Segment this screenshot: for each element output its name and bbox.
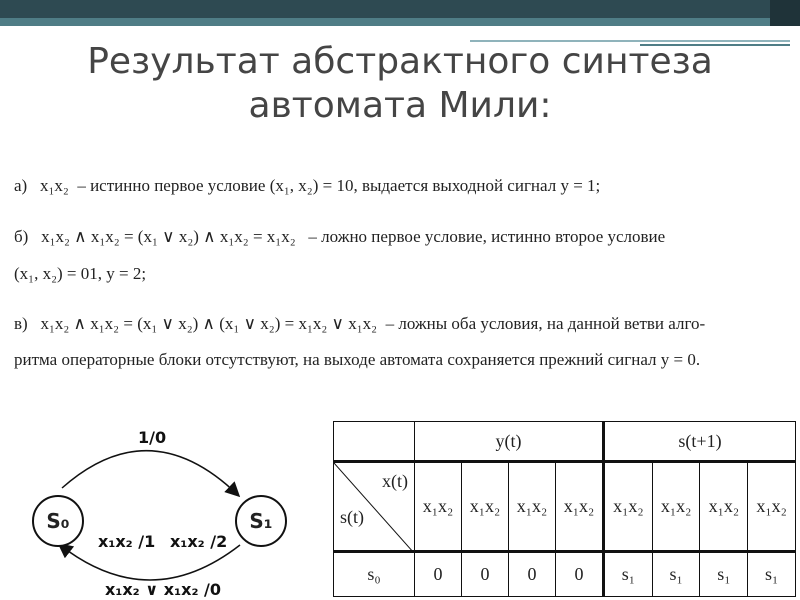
condition-b-label: б) [14, 227, 29, 246]
col-header: x₁x₂ [415, 462, 462, 552]
state-s0: S₀ [32, 495, 84, 547]
mealy-state-diagram [20, 420, 310, 600]
table-cell: 0 [556, 552, 604, 597]
table-cell: s₁ [700, 552, 748, 597]
table-row [334, 552, 796, 597]
table-cell: s₁ [748, 552, 796, 597]
transition-bottom-label: x₁x₂ ∨ x₁x₂ /0 [105, 580, 221, 599]
col-header: x₁x₂ [652, 462, 700, 552]
condition-b-continuation: (x₁, x₂) = 01, y = 2; [14, 264, 147, 283]
slide-title [40, 40, 760, 128]
table-corner-top [334, 422, 415, 462]
col-header: x₁x₂ [509, 462, 556, 552]
col-header: x₁x₂ [700, 462, 748, 552]
table-corner-cell [334, 462, 415, 552]
state-s1: S₁ [235, 495, 287, 547]
col-header: x₁x₂ [748, 462, 796, 552]
table-cell: 0 [415, 552, 462, 597]
table-cell: s₁ [652, 552, 700, 597]
condition-b-expr: x₁x₂ ∧ x₁x₂ = (x₁ ∨ x₂) ∧ x₁x₂ = x₁x₂ [41, 227, 296, 246]
table-cell: 0 [509, 552, 556, 597]
condition-a-expr: x₁x₂ [39, 176, 69, 195]
col-header: x₁x₂ [556, 462, 604, 552]
transition-left-label: x₁x₂ /1 [98, 532, 156, 551]
header-s-next: s(t+1) [604, 422, 796, 462]
condition-c-label: в) [14, 314, 28, 333]
col-header: x₁x₂ [604, 462, 653, 552]
col-header: x₁x₂ [462, 462, 509, 552]
title-line-2: автомата Мили: [248, 85, 552, 126]
condition-b [14, 227, 665, 247]
table-cell: 0 [462, 552, 509, 597]
condition-c-text: – ложны оба условия, на данной ветви алго- [385, 314, 706, 333]
condition-c [14, 314, 705, 334]
corner-label-x: x(t) [382, 471, 408, 491]
transition-table [333, 421, 796, 597]
condition-a [14, 176, 600, 196]
condition-c-expr: x₁x₂ ∧ x₁x₂ = (x₁ ∨ x₂) ∧ (x₁ ∨ x₂) = x₁x₂ ∨ x₁x₂ [40, 314, 378, 333]
row-label: s₀ [334, 552, 415, 597]
top-decoration-bar [0, 0, 800, 26]
condition-c-continuation: ритма операторные блоки отсутствуют, на выходе автомата сохраняется прежний сигнал y = 0. [14, 350, 701, 369]
condition-a-text: – истинно первое условие (x₁, x₂) = 10, выдается выходной сигнал y = 1; [77, 176, 601, 195]
condition-b-text: – ложно первое условие, истинно второе условие [308, 227, 666, 246]
title-line-1: Результат абстрактного синтеза [87, 41, 713, 82]
table-cell: s₁ [604, 552, 653, 597]
transition-top-label: 1/0 [138, 428, 167, 447]
corner-label-s: s(t) [340, 507, 364, 527]
condition-a-label: а) [14, 176, 28, 195]
transition-right-label: x₁x₂ /2 [170, 532, 228, 551]
header-y: y(t) [415, 422, 604, 462]
